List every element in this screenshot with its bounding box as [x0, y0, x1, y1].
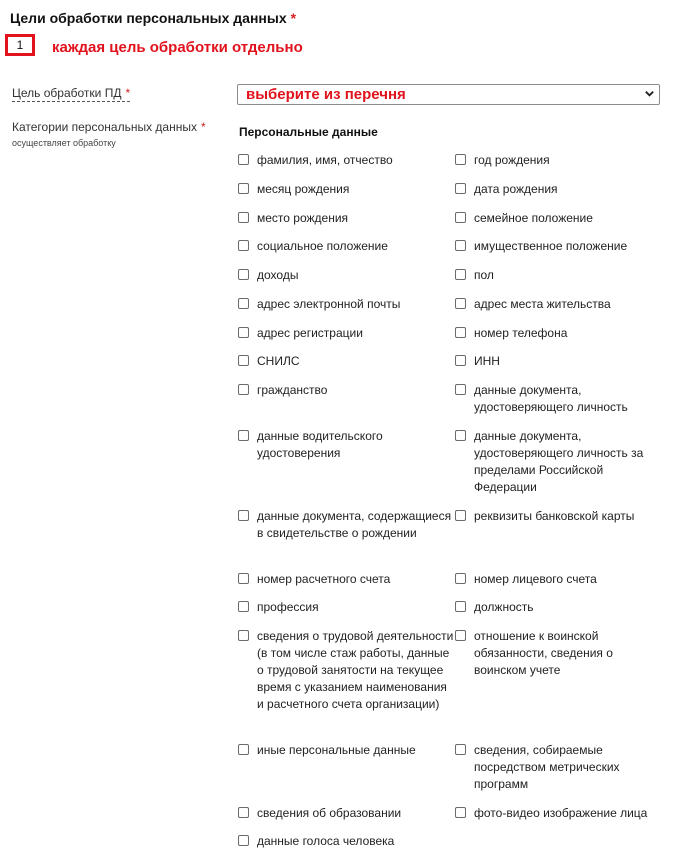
checkbox-item[interactable]	[237, 382, 454, 399]
checkbox-icon[interactable]	[238, 240, 249, 251]
checkbox-icon[interactable]	[455, 154, 466, 165]
section-title	[10, 10, 296, 26]
checkbox-item[interactable]	[454, 181, 664, 198]
checkbox-label: номер расчетного счета	[257, 572, 391, 586]
checkbox-label: место рождения	[257, 211, 349, 225]
checkbox-label: реквизиты банковской карты	[474, 509, 635, 523]
checkbox-item[interactable]	[454, 382, 664, 416]
checkbox-icon[interactable]	[455, 601, 466, 612]
checkbox-item[interactable]	[454, 571, 664, 588]
checkbox-icon[interactable]	[238, 835, 249, 846]
checklist-row	[237, 428, 667, 508]
checkbox-item[interactable]	[237, 805, 454, 822]
checkbox-item[interactable]	[454, 296, 664, 313]
checkbox-label: отношение к воинской обязанности, сведения о воинском учете	[474, 629, 613, 677]
checklist-row	[237, 571, 667, 599]
checkbox-icon[interactable]	[238, 355, 249, 366]
checkbox-item[interactable]	[237, 238, 454, 255]
checkbox-label: месяц рождения	[257, 182, 350, 196]
checkbox-icon[interactable]	[455, 630, 466, 641]
chevron-down-icon	[644, 88, 655, 99]
checkbox-item[interactable]	[237, 571, 454, 588]
checkbox-item[interactable]	[454, 805, 664, 822]
checkbox-label: адрес места жительства	[474, 297, 611, 311]
checkbox-label: профессия	[257, 600, 319, 614]
checkbox-item[interactable]	[237, 210, 454, 227]
checklist-row	[237, 267, 667, 296]
checkbox-label: дата рождения	[474, 182, 558, 196]
categories-checklist	[237, 152, 667, 857]
checklist-row	[237, 742, 667, 805]
checkbox-label: данные документа, удостоверяющего личность за пределами Российской Федерации	[474, 429, 644, 494]
checkbox-item[interactable]	[454, 508, 664, 525]
checkbox-item[interactable]	[237, 428, 454, 462]
checkbox-label: адрес регистрации	[257, 326, 363, 340]
checkbox-icon[interactable]	[238, 212, 249, 223]
required-mark: *	[125, 86, 131, 100]
checkbox-icon[interactable]	[455, 573, 466, 584]
checkbox-label: имущественное положение	[474, 239, 628, 253]
checklist-row	[237, 181, 667, 210]
checkbox-label: данные голоса человека	[257, 834, 395, 848]
checkbox-item[interactable]	[454, 267, 664, 284]
checkbox-item[interactable]	[454, 152, 664, 169]
checklist-row	[237, 599, 667, 628]
checkbox-icon[interactable]	[455, 510, 466, 521]
checkbox-item[interactable]	[454, 210, 664, 227]
checkbox-label: должность	[474, 600, 534, 614]
checklist-row	[237, 628, 667, 742]
checkbox-item[interactable]	[237, 353, 454, 370]
checkbox-icon[interactable]	[455, 807, 466, 818]
checkbox-item[interactable]	[237, 152, 454, 169]
checkbox-item[interactable]	[237, 296, 454, 313]
checkbox-icon[interactable]	[238, 327, 249, 338]
checkbox-item[interactable]	[454, 353, 664, 370]
checkbox-label: пол	[474, 268, 494, 282]
checkbox-icon[interactable]	[238, 298, 249, 309]
checklist-row	[237, 382, 667, 428]
categories-label	[12, 120, 206, 134]
checkbox-icon[interactable]	[455, 430, 466, 441]
checkbox-label: сведения об образовании	[257, 806, 402, 820]
checkbox-icon[interactable]	[238, 744, 249, 755]
checkbox-item[interactable]	[454, 628, 664, 679]
checkbox-item[interactable]	[237, 833, 454, 850]
checklist-row	[237, 805, 667, 833]
checkbox-item[interactable]	[237, 508, 454, 542]
checkbox-icon[interactable]	[455, 269, 466, 280]
checkbox-icon[interactable]	[238, 154, 249, 165]
checkbox-item[interactable]	[454, 428, 664, 496]
checkbox-item[interactable]	[237, 181, 454, 198]
checkbox-label: социальное положение	[257, 239, 388, 253]
checkbox-label: гражданство	[257, 383, 328, 397]
checklist-row	[237, 508, 667, 571]
checkbox-label: фото-видео изображение лица	[474, 806, 648, 820]
checkbox-item[interactable]	[237, 628, 454, 713]
checklist-row	[237, 296, 667, 325]
counter-annotation: каждая цель обработки отдельно	[52, 39, 303, 56]
checkbox-icon[interactable]	[238, 510, 249, 521]
categories-label-text: Категории персональных данных	[12, 120, 197, 134]
checkbox-icon[interactable]	[455, 327, 466, 338]
checkbox-icon[interactable]	[455, 384, 466, 395]
checkbox-item[interactable]	[454, 325, 664, 342]
purpose-label	[12, 86, 130, 102]
group-title: Персональные данные	[239, 125, 378, 139]
checkbox-item[interactable]	[237, 267, 454, 284]
checkbox-label: номер телефона	[474, 326, 568, 340]
required-mark: *	[201, 120, 206, 134]
purpose-label-text: Цель обработки ПД	[12, 86, 122, 100]
checkbox-item[interactable]	[237, 325, 454, 342]
checklist-row	[237, 833, 667, 857]
checkbox-label: фамилия, имя, отчество	[257, 153, 393, 167]
checkbox-label: год рождения	[474, 153, 550, 167]
checkbox-item[interactable]	[454, 742, 664, 793]
checklist-row	[237, 353, 667, 382]
checkbox-label: данные водительского удостоверения	[257, 429, 383, 460]
purpose-select-value: выберите из перечня	[246, 86, 406, 103]
checkbox-icon[interactable]	[238, 573, 249, 584]
checkbox-icon[interactable]	[238, 384, 249, 395]
checklist-row	[237, 238, 667, 267]
checkbox-label: номер лицевого счета	[474, 572, 597, 586]
checkbox-label: сведения, собираемые посредством метрических программ	[474, 743, 620, 791]
checkbox-item[interactable]	[237, 599, 454, 616]
purpose-counter-field[interactable]	[5, 34, 35, 56]
checkbox-item[interactable]	[454, 599, 664, 616]
purpose-counter-value: 1	[16, 38, 24, 52]
checkbox-icon[interactable]	[238, 183, 249, 194]
checkbox-icon[interactable]	[455, 744, 466, 755]
checkbox-icon[interactable]	[455, 183, 466, 194]
required-mark: *	[290, 10, 297, 26]
checklist-row	[237, 152, 667, 181]
checkbox-icon[interactable]	[238, 601, 249, 612]
categories-sublabel: осуществляет обработку	[12, 138, 116, 148]
checkbox-label: данные документа, содержащиеся в свидетельстве о рождении	[257, 509, 452, 540]
checkbox-label: семейное положение	[474, 211, 593, 225]
checkbox-label: адрес электронной почты	[257, 297, 401, 311]
checkbox-label: ИНН	[474, 354, 500, 368]
checkbox-label: иные персональные данные	[257, 743, 416, 757]
checkbox-icon[interactable]	[455, 212, 466, 223]
checkbox-item[interactable]	[454, 238, 664, 255]
checkbox-icon[interactable]	[238, 430, 249, 441]
checkbox-label: доходы	[257, 268, 299, 282]
section-title-text: Цели обработки персональных данных	[10, 10, 287, 26]
checkbox-icon[interactable]	[455, 298, 466, 309]
checkbox-icon[interactable]	[455, 240, 466, 251]
checkbox-icon[interactable]	[455, 355, 466, 366]
purpose-select[interactable]	[237, 84, 660, 105]
checkbox-label: данные документа, удостоверяющего личность	[474, 383, 628, 414]
checklist-row	[237, 325, 667, 353]
checkbox-icon[interactable]	[238, 807, 249, 818]
checklist-row	[237, 210, 667, 238]
checkbox-item[interactable]	[237, 742, 454, 759]
checkbox-label: сведения о трудовой деятельности (в том числе стаж работы, данные о трудовой занятости на текущее время с указанием наименования и расчетного счета организации)	[257, 629, 454, 711]
checkbox-label: СНИЛС	[257, 354, 300, 368]
checkbox-icon[interactable]	[238, 630, 249, 641]
checkbox-icon[interactable]	[238, 269, 249, 280]
